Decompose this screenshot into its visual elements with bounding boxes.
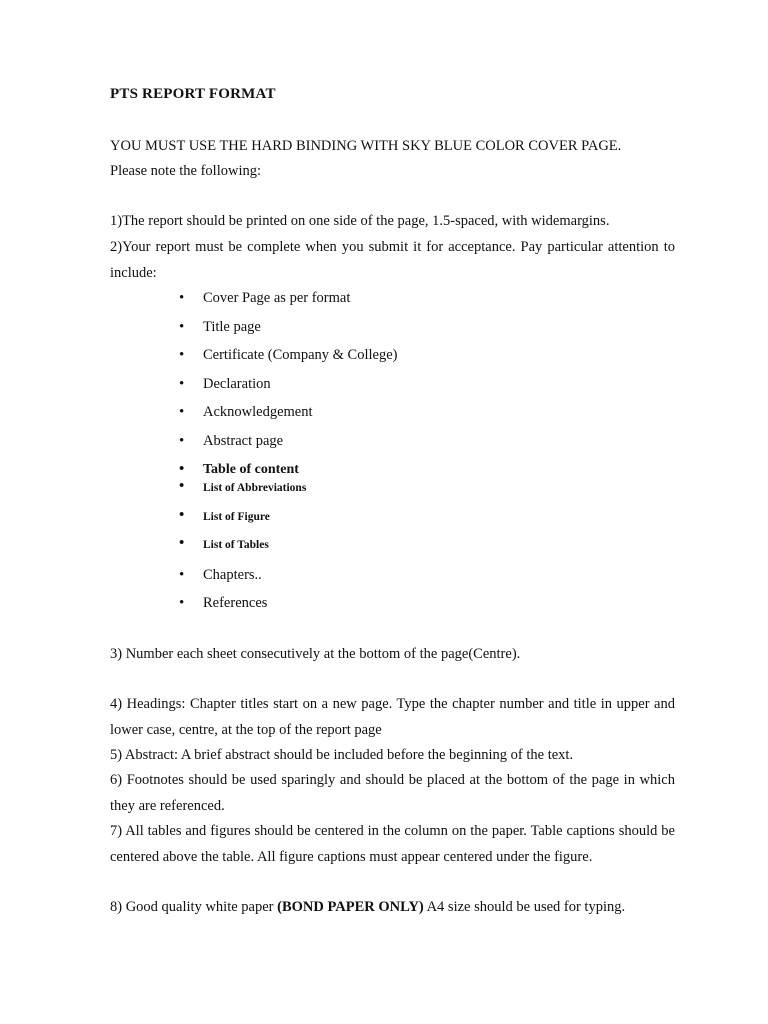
item-8-suffix: A4 size should be used for typing. [423,899,626,915]
list-item: • Acknowledgement [176,400,397,429]
list-item: • Certificate (Company & College) [176,343,397,372]
item-8 [110,895,625,921]
item-5: 5) Abstract: A brief abstract should be included before the beginning of the text. [110,747,574,763]
list-item: • Declaration [176,372,397,401]
list-item: • Cover Page as per format [176,286,397,315]
required-sections-list [176,286,397,620]
list-item: • Chapters.. [176,563,397,592]
bond-paper-emphasis: (BOND PAPER ONLY) [277,899,424,915]
item-3: 3) Number each sheet consecutively at the bottom of the page(Centre). [110,646,521,662]
item-6: 6) Footnotes should be used sparingly and should be placed at the bottom of the page in which they are referenced. [110,772,675,814]
item-8-prefix: 8) Good quality white paper [110,899,278,915]
item-2: 2)Your report must be complete when you submit it for acceptance. Pay particular attention to include: [110,239,675,281]
document-title: PTS REPORT FORMAT [110,86,276,102]
list-item: • Abstract page [176,429,397,458]
item-4: 4) Headings: Chapter titles start on a new page. Type the chapter number and title in upper and lower case, centre, at the top of the report page [110,696,675,738]
list-item: • List of Tables [176,534,397,563]
binding-note: YOU MUST USE THE HARD BINDING WITH SKY BLUE COLOR COVER PAGE. [110,138,622,154]
item-7: 7) All tables and figures should be centered in the column on the paper. Table captions should be centered above the table. All figure captions must appear centered under the figure. [110,823,675,865]
intro-line: Please note the following: [110,163,262,179]
list-item: • Title page [176,315,397,344]
item-1: 1)The report should be printed on one side of the page, 1.5-spaced, with widemargins. [110,213,610,229]
list-item: • List of Abbreviations [176,477,397,506]
list-item: • List of Figure [176,506,397,535]
list-item: • References [176,591,397,620]
list-item: • Table of content [176,457,397,477]
